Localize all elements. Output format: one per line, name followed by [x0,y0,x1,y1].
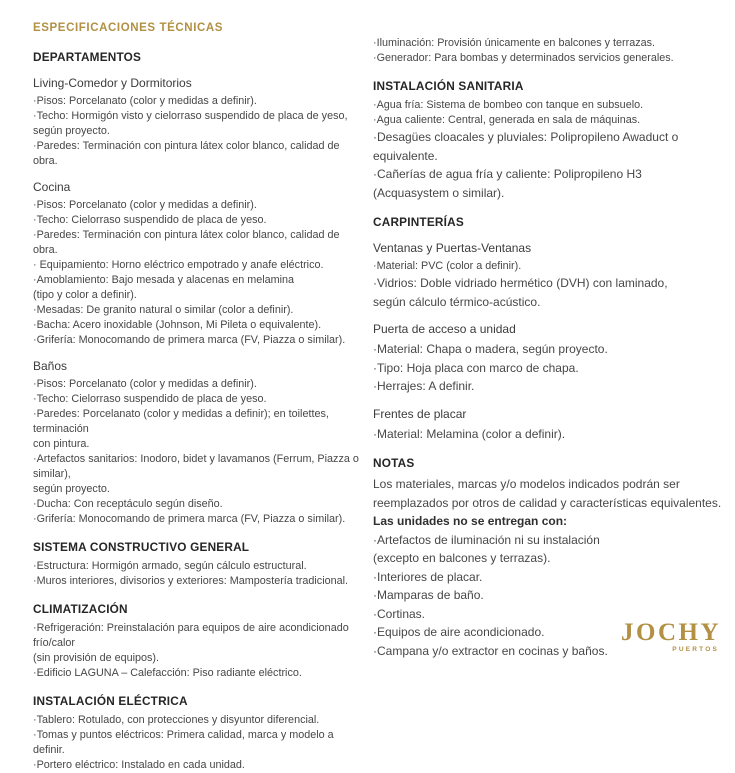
section-heading: INSTALACIÓN ELÉCTRICA [33,694,188,708]
note-line: reemplazados por otros de calidad y características equivalentes. [373,495,722,510]
spec-line: ·Agua caliente: Central, generada en sala de máquinas. [373,114,641,126]
spec-line-continuation: según cálculo térmico-acústico. [373,294,541,309]
brand-logo [621,620,721,653]
spec-line: ·Bacha: Acero inoxidable (Johnson, Mi Pileta o equivalente). [33,319,322,331]
subsection-heading: Baños [33,359,68,373]
section-heading: NOTAS [373,456,415,470]
spec-line: · Equipamiento: Horno eléctrico empotrado y anafe eléctrico. [33,259,324,271]
page-title: ESPECIFICACIONES TÉCNICAS [33,22,224,34]
spec-line: ·Muros interiores, divisorios y exteriores: Mampostería tradicional. [33,575,349,587]
subsection-heading: Cocina [33,180,71,194]
spec-line-continuation: (excepto en balcones y terrazas). [373,551,551,565]
section-heading: DEPARTAMENTOS [33,50,142,64]
brand-tagline: PUERTOS [672,646,719,653]
spec-line: ·Paredes: Terminación con pintura látex color blanco, calidad de obra. [33,229,340,256]
note-line: Los materiales, marcas y/o modelos indicados podrán ser [373,477,680,491]
spec-column-right [373,36,725,660]
note-subheading: Las unidades no se entregan con: [373,514,568,528]
spec-line: ·Artefactos de iluminación ni su instalación [373,532,600,547]
spec-column-left [33,50,367,773]
spec-line-continuation: (sin provisión de equipos). [33,652,160,664]
spec-line: ·Grifería: Monocomando de primera marca (FV, Piazza o similar). [33,513,346,525]
spec-line: ·Campana y/o extractor en cocinas y baños. [373,643,608,658]
spec-line: ·Vidrios: Doble vidriado hermético (DVH) con laminado, [373,276,668,290]
section-heading: CLIMATIZACIÓN [33,602,128,616]
spec-line-continuation: según proyecto. [33,483,110,495]
spec-line: ·Agua fría: Sistema de bombeo con tanque en subsuelo. [373,99,644,111]
subsection-heading: Living-Comedor y Dormitorios [33,76,192,90]
spec-line: ·Pisos: Porcelanato (color y medidas a definir). [33,378,257,390]
spec-line: ·Pisos: Porcelanato (color y medidas a definir). [33,199,257,211]
spec-line: ·Interiores de placar. [373,569,483,584]
spec-line: ·Techo: Hormigón visto y cielorraso suspendido de placa de yeso, [33,110,348,122]
spec-line: ·Pisos: Porcelanato (color y medidas a definir). [33,95,257,107]
spec-line: ·Edificio LAGUNA – Calefacción: Piso radiante eléctrico. [33,667,302,679]
spec-line: ·Generador: Para bombas y determinados servicios generales. [373,52,674,64]
spec-line: ·Mamparas de baño. [373,588,484,602]
spec-line: ·Iluminación: Provisión únicamente en balcones y terrazas. [373,37,656,49]
spec-line: ·Tablero: Rotulado, con protecciones y disyuntor diferencial. [33,714,320,726]
spec-line: ·Herrajes: A definir. [373,379,475,393]
spec-line: ·Refrigeración: Preinstalación para equipos de aire acondicionado frío/calor [33,622,349,649]
subsection-heading: Frentes de placar [373,406,467,421]
section-heading: CARPINTERÍAS [373,215,464,229]
spec-line: ·Ducha: Con receptáculo según diseño. [33,498,223,510]
spec-line: ·Paredes: Terminación con pintura látex color blanco, calidad de obra. [33,140,340,167]
spec-line: ·Equipos de aire acondicionado. [373,625,545,639]
spec-line: ·Material: PVC (color a definir). [373,260,522,272]
spec-line: ·Desagües cloacales y pluviales: Polipropileno Awaduct o equivalente. [373,130,679,163]
spec-line: ·Portero eléctrico: Instalado en cada unidad. [33,759,245,771]
spec-line: ·Tipo: Hoja placa con marco de chapa. [373,360,579,375]
spec-line-continuation: (Acquasystem o similar). [373,185,505,200]
spec-line-continuation: según proyecto. [33,125,110,137]
subsection-heading: Puerta de acceso a unidad [373,322,516,336]
spec-line-continuation: con pintura. [33,438,90,450]
spec-line: ·Amoblamiento: Bajo mesada y alacenas en melamina [33,274,295,286]
section-heading: INSTALACIÓN SANITARIA [373,79,524,93]
spec-line: ·Techo: Cielorraso suspendido de placa de yeso. [33,393,267,405]
spec-line: ·Artefactos sanitarios: Inodoro, bidet y lavamanos (Ferrum, Piazza o similar), [33,453,359,480]
spec-line: ·Grifería: Monocomando de primera marca (FV, Piazza o similar). [33,334,346,346]
spec-line: ·Cañerías de agua fría y caliente: Polipropileno H3 [373,167,642,181]
spec-line: ·Material: Chapa o madera, según proyecto. [373,342,608,356]
section-heading: SISTEMA CONSTRUCTIVO GENERAL [33,540,250,554]
subsection-heading: Ventanas y Puertas-Ventanas [373,241,532,255]
spec-line: ·Tomas y puntos eléctricos: Primera calidad, marca y modelo a definir. [33,729,334,756]
spec-line: ·Mesadas: De granito natural o similar (color a definir). [33,304,294,316]
spec-line: ·Techo: Cielorraso suspendido de placa de yeso. [33,214,267,226]
spec-line: ·Material: Melamina (color a definir). [373,426,566,441]
spec-line: ·Paredes: Porcelanato (color y medidas a definir); en toilettes, terminación [33,408,329,435]
brand-wordmark: JOCHY [621,619,721,646]
spec-line: ·Estructura: Hormigón armado, según cálculo estructural. [33,560,307,572]
spec-line-continuation: (tipo y color a definir). [33,289,137,301]
spec-line: ·Cortinas. [373,606,426,621]
